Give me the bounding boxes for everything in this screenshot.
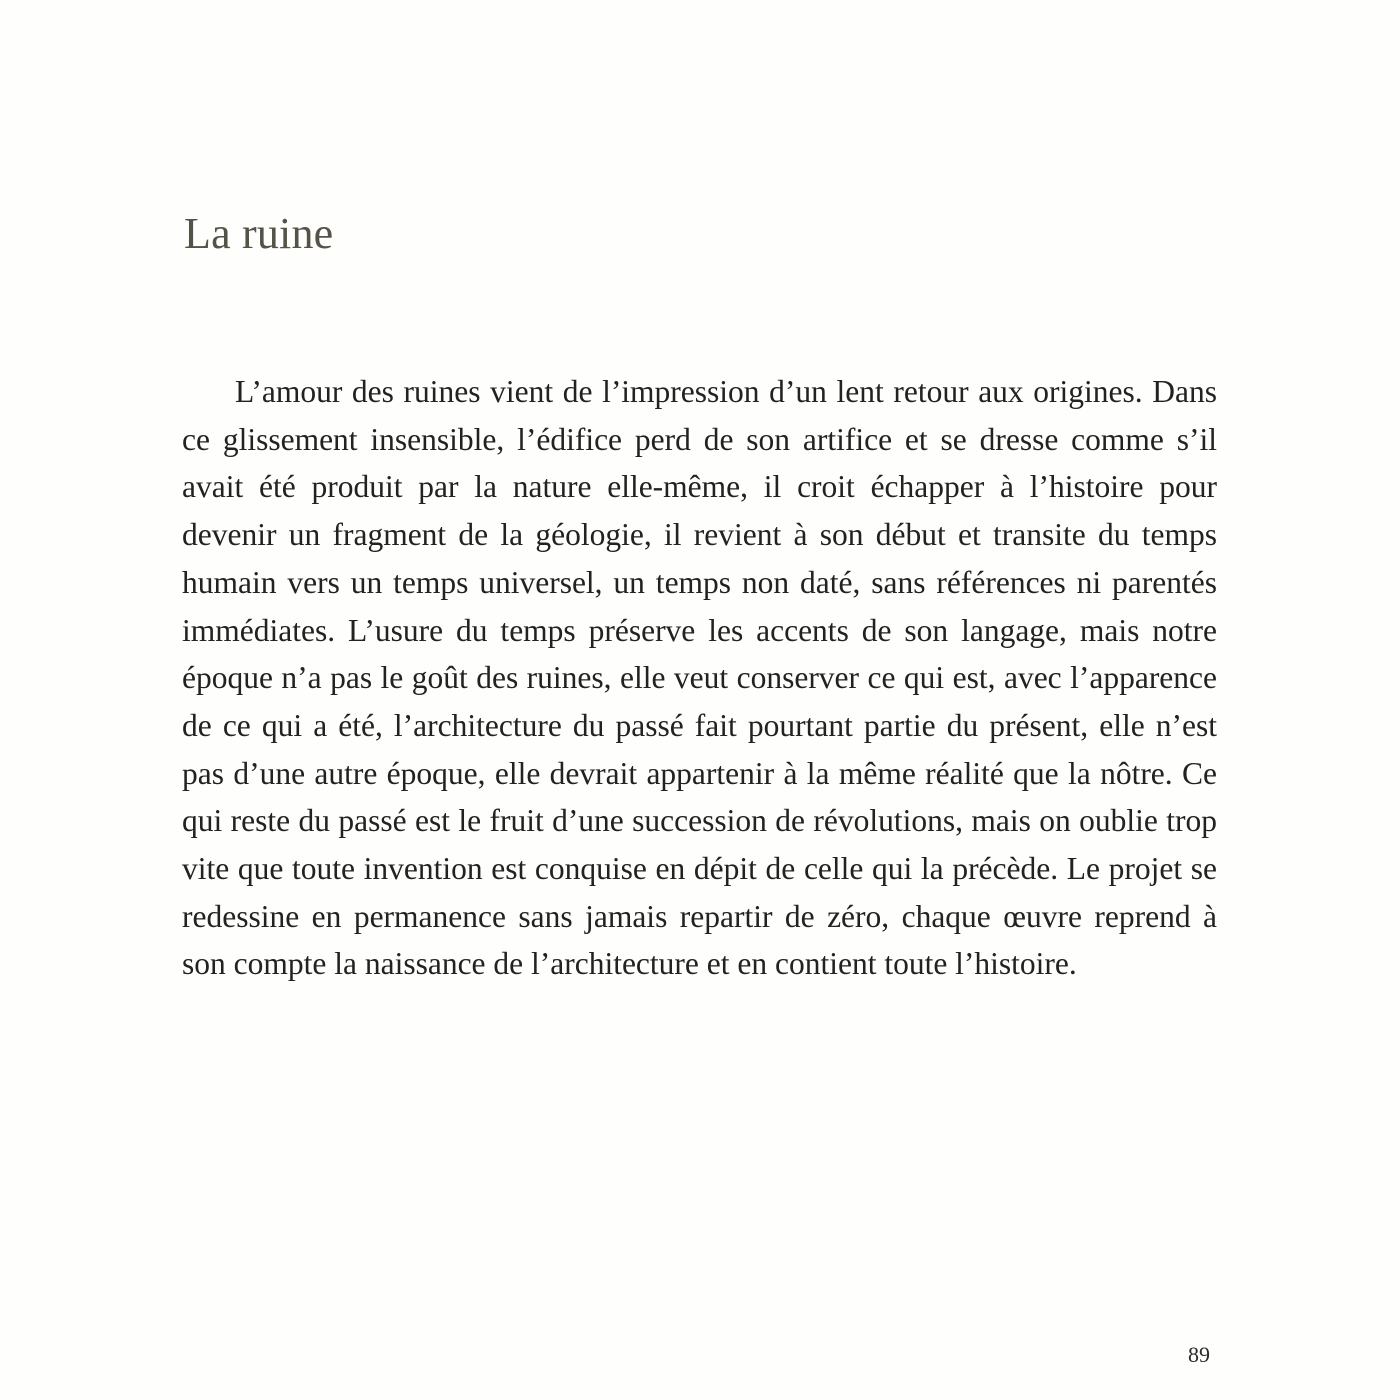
body-paragraph: L’amour des ruines vient de l’impression d’un lent retour aux origines. Dans ce glissement insensible, l’édifice perd de son artifice et se dresse comme s’il avait été produit par la nature elle-même, il croit échapper à l’histoire pour devenir un fragment de la géologie, il revient à son début et transite du temps humain vers un temps universel, un temps non daté, sans références ni parentés immédiates. L’usure du temps préserve les accents de son langage, mais notre époque n’a pas le goût des ruines, elle veut conserver ce qui est, avec l’apparence de ce qui a été, l’architecture du passé fait pourtant partie du présent, elle n’est pas d’une autre époque, elle devrait appartenir à la même réalité que la nôtre. Ce qui reste du passé est le fruit d’une succession de révolutions, mais on oublie trop vite que toute invention est conquise en dépit de celle qui la précède. Le projet se redessine en permanence sans jamais repartir de zéro, chaque œuvre reprend à son compte la naissance de l’architecture et en contient toute l’histoire. [182, 374, 1217, 982]
page-number: 89 [1188, 1342, 1210, 1367]
chapter-title: La ruine [184, 209, 334, 258]
